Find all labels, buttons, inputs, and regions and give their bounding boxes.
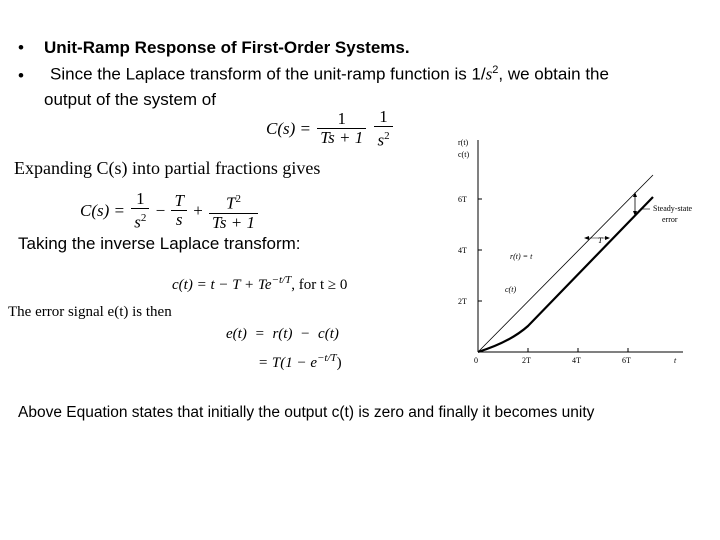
bullet-dot-2: •: [18, 66, 24, 85]
ss-error-label-1: Steady-state: [653, 204, 693, 213]
eq2-term1: $\frac{1}{s^2}$: [131, 190, 149, 232]
equation-ramp-response: $c(t) = t - T + Te^{-t/T}$, for t ≥ 0: [172, 274, 348, 293]
output-curve-label: c(t): [505, 285, 517, 294]
eq1-fraction-1: [317, 110, 366, 147]
bullet2-line2: output of the system of: [44, 90, 216, 109]
equation-error-def: e(t) = r(t) − c(t): [226, 326, 339, 342]
y-axis-label-r: r(t): [458, 138, 469, 147]
x-tick-label-2T: 2T: [522, 356, 531, 365]
equation-error-result: = $T(1 - e^{-t/T})$: [258, 352, 342, 371]
bullet2-line1: [50, 64, 609, 85]
ramp-response-graph: [448, 130, 708, 375]
eq2-term2: $\frac{T}{s}$: [171, 192, 186, 229]
error-signal-text: The error signal e(t) is then: [8, 304, 172, 320]
eq2-lhs: C(s) =: [80, 200, 125, 220]
conclusion-text: Above Equation states that initially the output c(t) is zero and finally it becomes unity: [18, 404, 595, 421]
y-tick-label-4T: 4T: [458, 246, 467, 255]
x-tick-label-4T: 4T: [572, 356, 581, 365]
eq2-op1: −: [155, 200, 166, 220]
bullet2-line1-post: , we obtain the: [498, 64, 609, 84]
eq1-num2: 1: [374, 108, 392, 127]
eq1-lhs: C(s) =: [266, 118, 311, 138]
x-tick-label-t: t: [674, 356, 677, 365]
eq1-num1: 1: [317, 110, 366, 129]
y-axis-label-c: c(t): [458, 150, 470, 159]
x-tick-label-0: 0: [474, 356, 478, 365]
inverse-laplace-text: Taking the inverse Laplace transform:: [18, 234, 301, 253]
eq1-fraction-2: [374, 108, 392, 150]
bullet2-line1-s: s: [485, 64, 493, 84]
ramp-input-line: [478, 175, 653, 352]
eq2-term3: $\frac{T^2}{Ts + 1}$: [209, 190, 258, 232]
expanding-text: Expanding C(s) into partial fractions gives: [14, 158, 321, 178]
bullet2-line1-exp: 2: [492, 64, 499, 76]
y-tick-label-6T: 6T: [458, 195, 467, 204]
bullet-dot-1: •: [18, 38, 24, 57]
t-offset-arrow-left: [584, 236, 589, 240]
ramp-input-label: r(t) = t: [510, 252, 533, 261]
ss-error-label-2: error: [662, 215, 678, 224]
y-tick-label-2T: 2T: [458, 297, 467, 306]
output-curve: [478, 197, 653, 352]
eq2-op2: +: [193, 200, 203, 220]
bullet2-line1-pre: Since the Laplace transform of the unit-ramp function is 1/: [50, 64, 486, 84]
equation-partial-fractions: [80, 190, 260, 232]
slide-title: Unit-Ramp Response of First-Order Systems.: [44, 38, 410, 57]
equation-transfer: [266, 108, 395, 150]
t-offset-label: T: [598, 236, 603, 245]
eq1-den1: Ts + 1: [320, 128, 364, 148]
x-tick-label-6T: 6T: [622, 356, 631, 365]
t-offset-arrow-right: [605, 236, 610, 240]
eq1-den2: $s^2$: [377, 130, 390, 150]
